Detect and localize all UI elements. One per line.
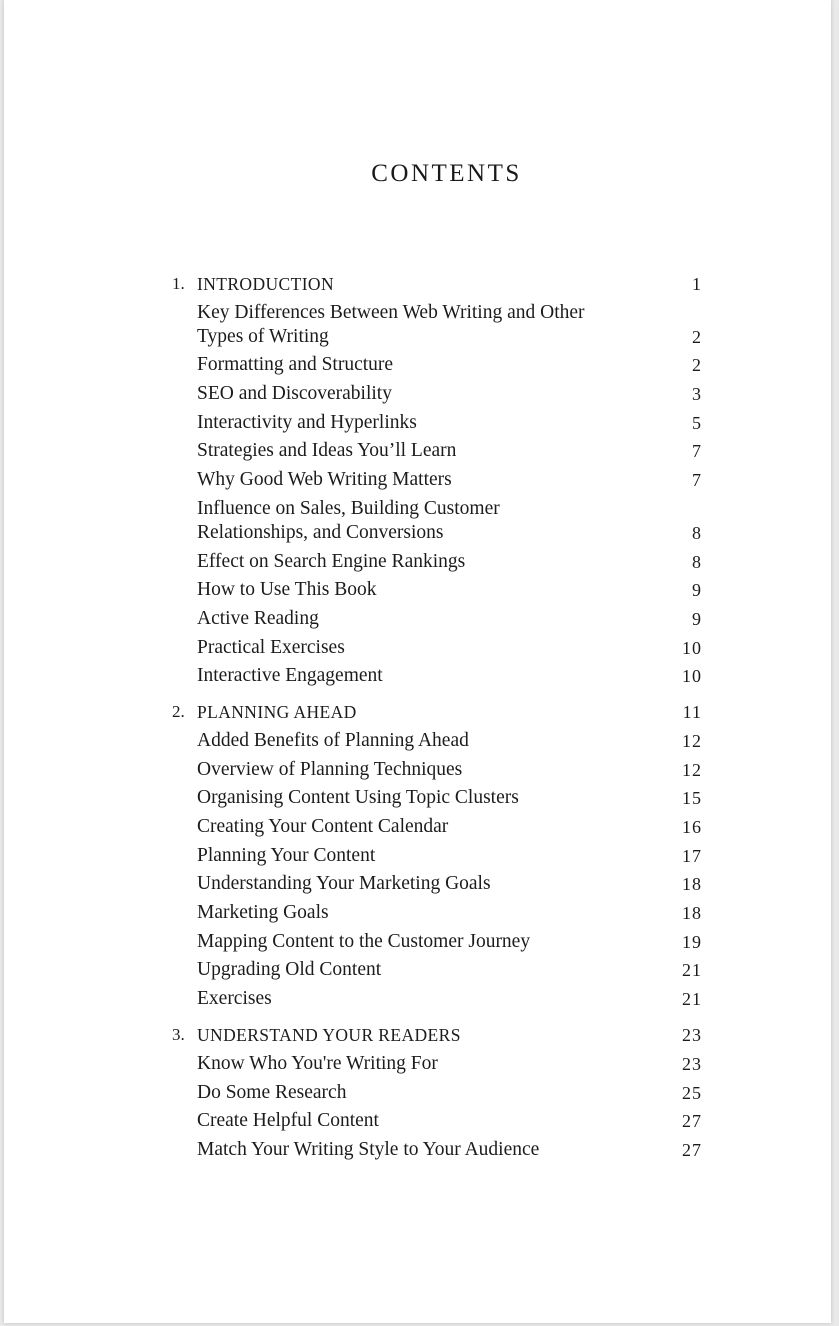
toc-entry[interactable] [172,664,702,688]
toc-entry[interactable] [172,411,702,435]
toc-entry[interactable] [172,382,702,406]
toc-entry[interactable] [172,468,702,492]
page-number: 11 [682,702,702,723]
chapter-heading-row[interactable] [172,1023,702,1047]
entry-title: Key Differences Between Web Writing and Other Types of Writing [197,301,585,347]
page-title: CONTENTS [371,160,522,187]
chapter-title: UNDERSTAND YOUR READERS [197,1025,461,1046]
chapter-1 [172,272,702,688]
chapter-number: 1. [172,274,185,293]
page-number: 15 [682,788,702,809]
page-number: 1 [692,274,702,294]
toc-entry[interactable] [172,353,702,377]
chapter-title: INTRODUCTION [197,274,335,294]
toc-entry[interactable] [172,815,702,839]
page-number: 10 [682,666,702,687]
page-number: 8 [692,551,702,572]
chapter-title: PLANNING AHEAD [197,702,357,723]
toc-entry[interactable] [172,301,702,349]
page-number: 21 [682,960,702,981]
entry-title: Influence on Sales, Building Customer Relationships, and Conversions [197,497,500,543]
page-number: 10 [682,637,702,658]
entry-title: Practical Exercises [197,636,345,658]
page-number: 2 [692,355,702,376]
table-of-contents [172,272,702,1174]
toc-entry[interactable] [172,958,702,982]
page-number: 7 [692,441,702,462]
page-number: 7 [692,470,702,491]
page-number: 2 [692,326,702,347]
page-number: 9 [692,580,702,601]
entry-title: Upgrading Old Content [197,959,382,981]
page-number: 16 [682,817,702,837]
document-page [4,0,831,1323]
page-number: 5 [692,412,702,433]
chapter-number: 2. [172,702,185,722]
toc-entry[interactable] [172,550,702,574]
entry-title: Strategies and Ideas You’ll Learn [197,440,457,462]
toc-entry[interactable] [172,844,702,868]
entry-title: Why Good Web Writing Matters [197,469,452,491]
entry-title: Creating Your Content Calendar [197,816,449,837]
toc-entry[interactable] [172,1052,702,1076]
page-number: 25 [682,1082,702,1103]
entry-title: Planning Your Content [197,844,376,866]
page-number: 17 [682,845,702,866]
page-number: 8 [692,522,702,543]
entry-title: How to Use This Book [197,579,377,601]
page-number: 21 [682,989,702,1010]
entry-title: Active Reading [197,607,319,629]
page-number: 12 [682,730,702,751]
page-number: 18 [682,903,702,924]
entry-title: Understanding Your Marketing Goals [197,873,491,895]
entry-title: Formatting and Structure [197,354,394,376]
page-number: 27 [682,1139,702,1160]
toc-entry[interactable] [172,1138,702,1162]
entry-title: Mapping Content to the Customer Journey [197,930,531,952]
toc-entry[interactable] [172,729,702,753]
toc-entry[interactable] [172,872,702,896]
chapter-3 [172,1023,702,1162]
entry-title: Do Some Research [197,1081,347,1103]
toc-entry[interactable] [172,987,702,1011]
entry-title: Know Who You're Writing For [197,1052,438,1074]
entry-title: Exercises [197,988,272,1010]
page-number: 27 [682,1111,702,1132]
chapter-heading-row[interactable] [172,272,702,296]
toc-entry[interactable] [172,607,702,631]
entry-title: SEO and Discoverability [197,383,392,405]
toc-entry[interactable] [172,901,702,925]
entry-title: Create Helpful Content [197,1110,379,1132]
page-number: 12 [682,759,702,780]
entry-title: Added Benefits of Planning Ahead [197,729,469,751]
entry-title: Marketing Goals [197,902,329,924]
page-number: 23 [682,1025,702,1046]
page-number: 9 [692,608,702,629]
entry-title: Overview of Planning Techniques [197,758,463,780]
toc-entry[interactable] [172,636,702,660]
page-number: 19 [682,931,702,952]
toc-entry[interactable] [172,439,702,463]
chapter-2 [172,700,702,1011]
entry-title: Effect on Search Engine Rankings [197,550,466,572]
toc-entry[interactable] [172,497,702,545]
toc-entry[interactable] [172,930,702,954]
entry-title: Interactivity and Hyperlinks [197,411,417,433]
toc-entry[interactable] [172,758,702,782]
chapter-number: 3. [172,1025,185,1045]
toc-entry[interactable] [172,786,702,810]
toc-entry[interactable] [172,578,702,602]
entry-title: Match Your Writing Style to Your Audience [197,1138,540,1160]
entry-title: Interactive Engagement [197,665,383,687]
page-number: 3 [692,384,702,405]
entry-title: Organising Content Using Topic Clusters [197,787,519,809]
chapter-heading-row[interactable] [172,700,702,724]
page-number: 23 [682,1053,702,1074]
toc-entry[interactable] [172,1109,702,1133]
page-number: 18 [682,874,702,895]
toc-entry[interactable] [172,1081,702,1105]
